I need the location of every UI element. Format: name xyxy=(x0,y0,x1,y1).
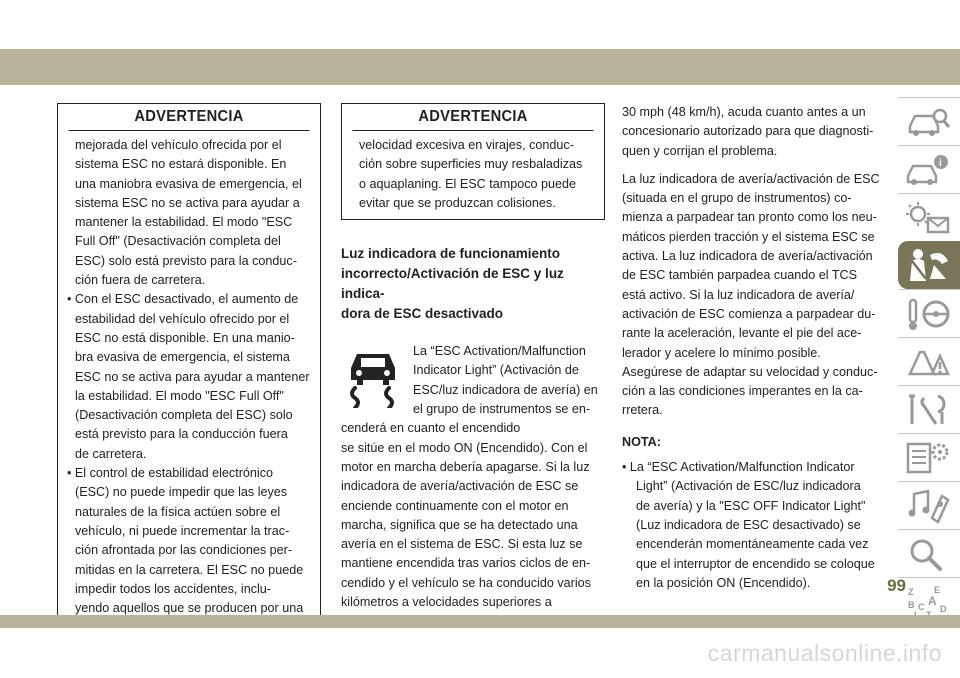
text-line: Light” (Activación de ESC/luz indicadora xyxy=(636,479,861,494)
tab-starting-operating[interactable] xyxy=(898,289,960,337)
note-label: NOTA: xyxy=(622,434,661,449)
tab-servicing-maintenance[interactable] xyxy=(898,385,960,433)
text-line: de ESC también parpadea cuando el TCS xyxy=(622,268,858,283)
text-line: • La “ESC Activation/Malfunction Indicator xyxy=(622,460,855,475)
text-line: Full Off" (Desactivación completa del xyxy=(75,234,281,249)
tab-customer-assistance[interactable] xyxy=(898,529,960,577)
warning-box-1 xyxy=(57,103,321,625)
text-line: yendo aquellos que se producen por una xyxy=(75,601,304,616)
seat-safety-icon xyxy=(904,247,952,283)
note-item xyxy=(622,458,890,593)
text-line: • El control de estabilidad electrónico xyxy=(67,466,274,481)
text-line: ción a las condiciones imperantes en la ca- xyxy=(622,384,863,399)
text-line: rretera. xyxy=(622,403,663,418)
index-letter: A xyxy=(928,594,937,608)
warning-body xyxy=(342,131,604,219)
text-line: velocidad excesiva en virajes, conduc- xyxy=(359,138,574,152)
text-line: ESC no se activa para ayudar a mantener xyxy=(75,369,310,384)
text-line: motor en marcha debería apagarse. Si la luz xyxy=(341,459,590,474)
indicator-paragraph xyxy=(341,338,605,612)
text-line: evitar que se produzcan colisiones. xyxy=(359,195,556,210)
text-line: La “ESC Activation/Malfunction xyxy=(413,344,586,359)
text-line: está previsto para la conducción fuera xyxy=(75,427,288,442)
index-letter: B xyxy=(908,600,915,610)
text-line: la estabilidad. El modo "ESC Full Off" xyxy=(75,388,284,403)
text-line: mantener la estabilidad. El modo "ESC xyxy=(75,215,293,230)
title-line: Luz indicadora de funcionamiento xyxy=(341,246,561,262)
multimedia-icon xyxy=(904,488,952,524)
text-line: de carretera. xyxy=(75,446,147,461)
text-line: bra evasiva de emergencia, el sistema xyxy=(75,350,290,365)
text-line: quen y corrijan el problema. xyxy=(622,143,778,158)
text-line: (Desactivación completa del ESC) solo xyxy=(75,408,293,423)
text-line: (Luz indicadora de ESC desactivado) se xyxy=(636,517,861,532)
column-2 xyxy=(341,103,605,612)
roadside-warning-icon xyxy=(904,344,952,380)
text-line: kilómetros a velocidades superiores a xyxy=(341,595,552,610)
text-line: 30 mph (48 km/h), acuda cuanto antes a un xyxy=(622,105,866,119)
text-line: activación de ESC comienza a parpadear du- xyxy=(622,306,876,321)
bullet-item xyxy=(67,464,310,618)
text-line: estabilidad del vehículo ofrecido por el xyxy=(75,311,290,326)
footer-band xyxy=(0,615,960,628)
tab-safety[interactable] xyxy=(898,241,960,289)
esc-skid-icon xyxy=(345,348,401,408)
text-line: mantiene encendida tras varios ciclos de en- xyxy=(341,556,591,571)
warning-lights-icon xyxy=(904,200,952,236)
text-line: cendido y el vehículo se ha conducido varios xyxy=(341,575,591,590)
header-band xyxy=(0,49,960,85)
search-index-icon xyxy=(904,536,952,572)
paragraph xyxy=(622,103,890,161)
text-line: está activo. Si la luz indicadora de avería/ xyxy=(622,287,855,302)
text-line: lerador y acelere lo mínimo posible. xyxy=(622,345,821,360)
text-line: el grupo de instrumentos se en- xyxy=(413,402,591,417)
index-letter: D xyxy=(940,604,947,614)
text-line: Asegúrese de adaptar su velocidad y conduc- xyxy=(622,364,878,379)
text-line: naturales de la física actúen sobre el xyxy=(75,504,281,519)
index-letter: C xyxy=(918,602,925,612)
column-1 xyxy=(57,103,321,625)
index-letter: Z xyxy=(908,587,914,597)
specifications-icon xyxy=(904,440,952,476)
text-line: ESC no está disponible. En una manio- xyxy=(75,330,295,345)
car-info-icon xyxy=(904,152,952,188)
title-line: incorrecto/Activación de ESC y luz indica- xyxy=(341,266,564,302)
tools-maintenance-icon xyxy=(904,392,952,428)
page-number: 99 xyxy=(887,576,906,595)
text-line: avería en el sistema de ESC. Si esta luz se xyxy=(341,537,583,552)
text-line: sistema ESC no se activa para ayudar a xyxy=(75,195,300,210)
index-letter: E xyxy=(934,585,941,595)
text-line: ción fuera de carretera. xyxy=(75,273,206,288)
text-line: vehículo, ni puede incrementar la trac- xyxy=(75,523,290,538)
text-line: mitidas en la carretera. El ESC no puede xyxy=(75,562,304,577)
text-line: enciende continuamente con el motor en xyxy=(341,498,569,513)
text-line: se sitúe en el modo ON (Encendido). Con el xyxy=(341,440,588,455)
text-line: ESC/luz indicadora de avería) en xyxy=(413,382,598,397)
text-line: encenderán momentáneamente cada vez xyxy=(636,537,869,552)
text-line: (situada en el grupo de instrumentos) co- xyxy=(622,191,852,206)
text-line: o aquaplaning. El ESC tampoco puede xyxy=(359,176,577,191)
warning-box-2 xyxy=(341,103,605,220)
text-line: concesionario autorizado para que diagnosti- xyxy=(622,124,874,139)
text-line: sistema ESC no estará disponible. En xyxy=(75,157,287,172)
steering-start-icon xyxy=(904,296,952,332)
tab-in-case-of-emergency[interactable] xyxy=(898,337,960,385)
svg-text:i: i xyxy=(939,158,942,169)
text-line: impedir todos los accidentes, inclu- xyxy=(75,581,271,596)
text-line: (ESC) no puede impedir que las leyes xyxy=(75,485,288,500)
text-line: ción afrontada por las condiciones per- xyxy=(75,543,293,558)
warning-paragraph xyxy=(71,136,310,290)
warning-body xyxy=(58,131,320,624)
title-line: dora de ESC desactivado xyxy=(341,306,504,322)
text-line: rante la aceleración, levante el pie del ace- xyxy=(622,326,862,341)
column-3 xyxy=(622,103,890,593)
tab-getting-to-know-vehicle[interactable] xyxy=(898,97,960,145)
tab-instrument-panel[interactable] xyxy=(898,145,960,193)
tab-warning-lights[interactable] xyxy=(898,193,960,241)
text-line: activa. La luz indicadora de avería/activación xyxy=(622,249,873,264)
text-line: de avería) y la "ESC OFF Indicator Light" xyxy=(636,498,866,513)
text-line: La luz indicadora de avería/activación de ESC xyxy=(622,171,880,186)
text-line: ESC) solo está previsto para la conduc- xyxy=(75,253,297,268)
paragraph xyxy=(622,170,890,421)
tab-multimedia[interactable] xyxy=(898,481,960,529)
text-block xyxy=(341,439,605,613)
section-title xyxy=(341,244,605,324)
text-line: marcha, significa que se ha detectado una xyxy=(341,517,578,532)
watermark: carmanualsonline.info xyxy=(707,640,942,666)
text-line: ción sobre superficies muy resbaladizas xyxy=(359,157,583,172)
text-line: una maniobra evasiva de emergencia, el xyxy=(75,176,302,191)
tab-technical-specifications[interactable] xyxy=(898,433,960,481)
car-search-icon xyxy=(904,104,952,140)
text-line: mienza a parpadear tan pronto como los neu- xyxy=(622,210,877,225)
text-line: Indicator Light” (Activación de xyxy=(413,363,579,378)
chapter-sidebar xyxy=(898,97,960,625)
text-line: • Con el ESC desactivado, el aumento de xyxy=(67,292,299,307)
warning-heading: ADVERTENCIA xyxy=(352,104,593,131)
warning-heading: ADVERTENCIA xyxy=(68,104,309,131)
text-line: en la posición ON (Encendido). xyxy=(636,575,811,590)
text-line: que el interruptor de encendido se coloque xyxy=(636,556,875,571)
text-line: indicadora de avería/activación de ESC se xyxy=(341,479,579,494)
text-line: máticos pierden tracción y el sistema ESC se xyxy=(622,229,875,244)
text-line: cenderá en cuanto el encendido xyxy=(341,421,521,436)
text-line: mejorada del vehículo ofrecida por el xyxy=(75,138,282,152)
bullet-item xyxy=(67,290,310,464)
